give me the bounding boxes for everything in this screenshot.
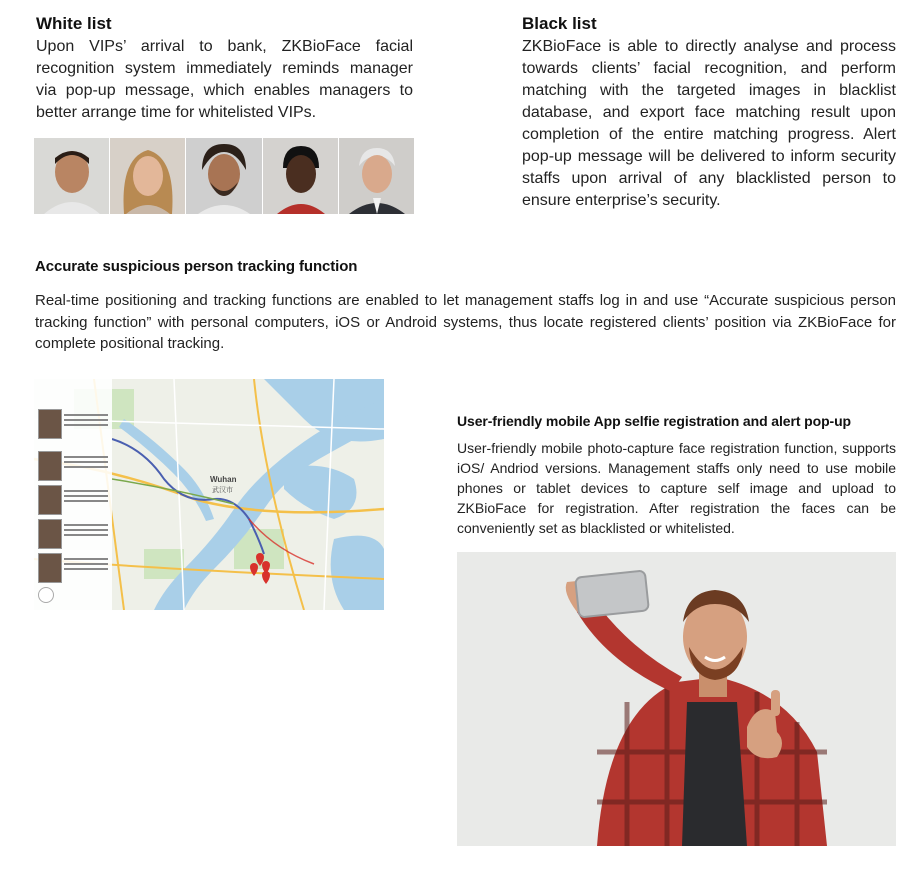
map-person-entry[interactable]	[38, 451, 108, 487]
map-city-label: Wuhan	[210, 475, 237, 484]
selfie-photo	[457, 552, 896, 846]
map-person-entry[interactable]	[38, 553, 108, 589]
vip-faces-strip	[34, 138, 414, 214]
face-photo	[110, 138, 186, 214]
map-person-entry[interactable]	[38, 409, 108, 445]
face-photo	[34, 138, 110, 214]
face-photo	[339, 138, 414, 214]
tracking-map[interactable]	[34, 379, 384, 610]
mobile-text: User-friendly mobile photo-capture face registration function, supports iOS/ Andriod versions. Management staffs only need to use mobile phones or tablet devices to capture self image and upload to ZKBioFace for registration. After registration the faces can be conveniently set as blacklisted or whitelisted.	[457, 440, 896, 536]
map-person-list	[34, 379, 112, 610]
map-city-label-cn: 武汉市	[212, 487, 233, 494]
face-photo	[263, 138, 339, 214]
map-person-entry[interactable]	[38, 485, 108, 521]
tracking-text: Real-time positioning and tracking functions are enabled to let management staffs log in and use “Accurate suspicious person tracking function” with personal computers, iOS or Android systems, thus locate registered clients’ position via ZKBioFace for complete positional tracking.	[35, 292, 896, 352]
locate-icon[interactable]	[38, 587, 54, 603]
face-photo	[186, 138, 262, 214]
mobile-heading: User-friendly mobile App selfie registration and alert pop-up	[457, 413, 851, 429]
tracking-heading: Accurate suspicious person tracking function	[35, 258, 358, 275]
map-person-entry[interactable]	[38, 519, 108, 555]
blacklist-heading: Black list	[522, 14, 597, 33]
whitelist-heading: White list	[36, 14, 112, 33]
whitelist-text: Upon VIPs’ arrival to bank, ZKBioFace facial recognition system immediately reminds manager via pop-up message, which enables managers to better arrange time for whitelisted VIPs.	[36, 38, 413, 121]
blacklist-text: ZKBioFace is able to directly analyse and process towards clients’ facial recognition, and perform matching with the targeted images in blacklist database, and export face matching result upon completion of the entire matching progress. Alert pop-up message will be delivered to inform security staffs upon arrival of any blacklisted person to ensure enterprise’s security.	[522, 38, 896, 209]
